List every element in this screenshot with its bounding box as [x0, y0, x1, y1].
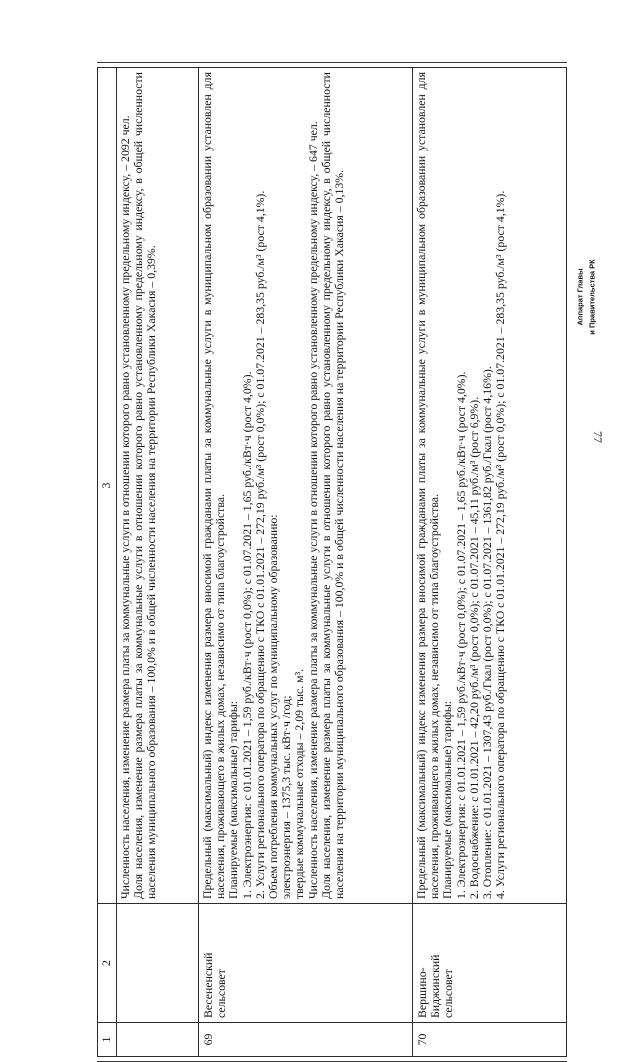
tariff-table	[97, 67, 567, 1057]
row-content	[413, 68, 567, 904]
municipality-name: Весененский сельсовет	[199, 904, 413, 1023]
municipality-name	[117, 904, 199, 1023]
rotated-page-content	[97, 62, 567, 1062]
table-header-row	[98, 68, 117, 1057]
page-number: 77	[591, 431, 605, 443]
content-paragraph: Объем потребления коммунальных услуг по муниципальному образованию:	[266, 514, 281, 899]
row-number: 69	[199, 1023, 413, 1057]
row-number: 70	[413, 1023, 567, 1057]
content-paragraph: 4. Услуги регионального оператора по обращению с ТКО с 01.01.2021 – 272,19 руб./м³ (рост 0,0%); с 01.07.2021 – 283,35 руб./м³ (рост 4,1%).	[493, 190, 508, 899]
table-row	[199, 68, 413, 1057]
content-paragraph: электроэнергия – 1375,3 тыс. кВт·ч /год;	[279, 695, 294, 899]
approval-stamp	[566, 252, 606, 342]
content-paragraph: 2. Услуги регионального оператора по обращению с ТКО с 01.01.2021 – 272,19 руб./м³ (рост 0,0%); с 01.07.2021 – 283,35 руб./м³ (рост 4,1%).	[252, 190, 267, 899]
row-content	[117, 68, 199, 904]
content-paragraph: 1. Электроэнергия: с 01.01.2021 – 1,59 руб./кВт·ч (рост 0,0%); с 01.07.2021 – 1,65 руб./кВт·ч (рост 4,0%).	[239, 371, 254, 899]
content-paragraph: 1. Электроэнергия: с 01.01.2021 – 1,59 руб./кВт·ч (рост 0,0%); с 01.07.2021 – 1,65 руб./кВт·ч (рост 4,0%).	[453, 371, 468, 899]
row-content	[199, 68, 413, 904]
content-paragraph: Планируемые (максимальные) тарифы:	[226, 700, 241, 899]
content-paragraph: Предельный (максимальный) индекс изменения размера вносимой гражданами платы за коммунальные услуги в муниципальном образовании установлен для населения, проживающего в жилых домах, независимо от типа благоустройства.	[414, 72, 442, 899]
content-paragraph: Доля населения, изменение размера платы за коммунальные услуги в отношении которого равно установленному предельному индексу, в общей численности населения на территории муниципального образования – 100,0% и в общей численности населения на территории Республики Хакасия – 0,13%.	[318, 72, 347, 899]
content-paragraph: 3. Отопление: с 01.01.2021 – 1307,43 руб./Гкал (рост 0,0%); с 01.07.2021 – 1361,82 руб./Гкал (рост 4,16%).	[480, 366, 495, 899]
content-paragraph: Доля населения, изменение размера платы за коммунальные услуги в отношении которого равно установленному предельному индексу, в общей численности населения муниципального образования – 100,0% и в общей численности населения на территории Республики Хакасия – 0,39%.	[131, 72, 159, 899]
row-number	[117, 1023, 199, 1057]
content-paragraph: Численность населения, изменение размера платы за коммунальные услуги в отношении которого равно установленному предельному индексу, – 2092 чел.	[118, 115, 132, 899]
table-row	[117, 68, 199, 1057]
content-paragraph: твердые коммунальные отходы – 2,09 тыс. м³.	[292, 668, 307, 899]
header-cell: 1	[98, 1023, 117, 1057]
content-paragraph: Планируемые (максимальные) тарифы:	[440, 700, 455, 899]
content-paragraph: 2. Водоснабжение: с 01.01.2021 – 42,20 руб./м³ (рост 0,0%); с 01.07.2021 – 45,11 руб./м³ (рост 6,9%).	[466, 396, 481, 899]
stamp-line-1: Аппарат Главы	[575, 268, 585, 326]
header-cell: 2	[98, 904, 117, 1023]
content-paragraph: Численность населения, изменение размера платы за коммунальные услуги в отношении которого равно установленному предельному индексу, – 647 чел.	[305, 121, 320, 899]
header-cell: 3	[98, 68, 117, 904]
table-row	[413, 68, 567, 1057]
content-paragraph: Предельный (максимальный) индекс изменения размера вносимой гражданами платы за коммунальные услуги в муниципальном образовании установлен для населения, проживающего в жилых домах, независимо от типа благоустройства.	[200, 72, 228, 899]
right-margin-line	[97, 62, 567, 63]
stamp-line-2: и Правительства РК	[587, 259, 597, 335]
municipality-name: Вершино-Биджинский сельсовет	[413, 904, 567, 1023]
